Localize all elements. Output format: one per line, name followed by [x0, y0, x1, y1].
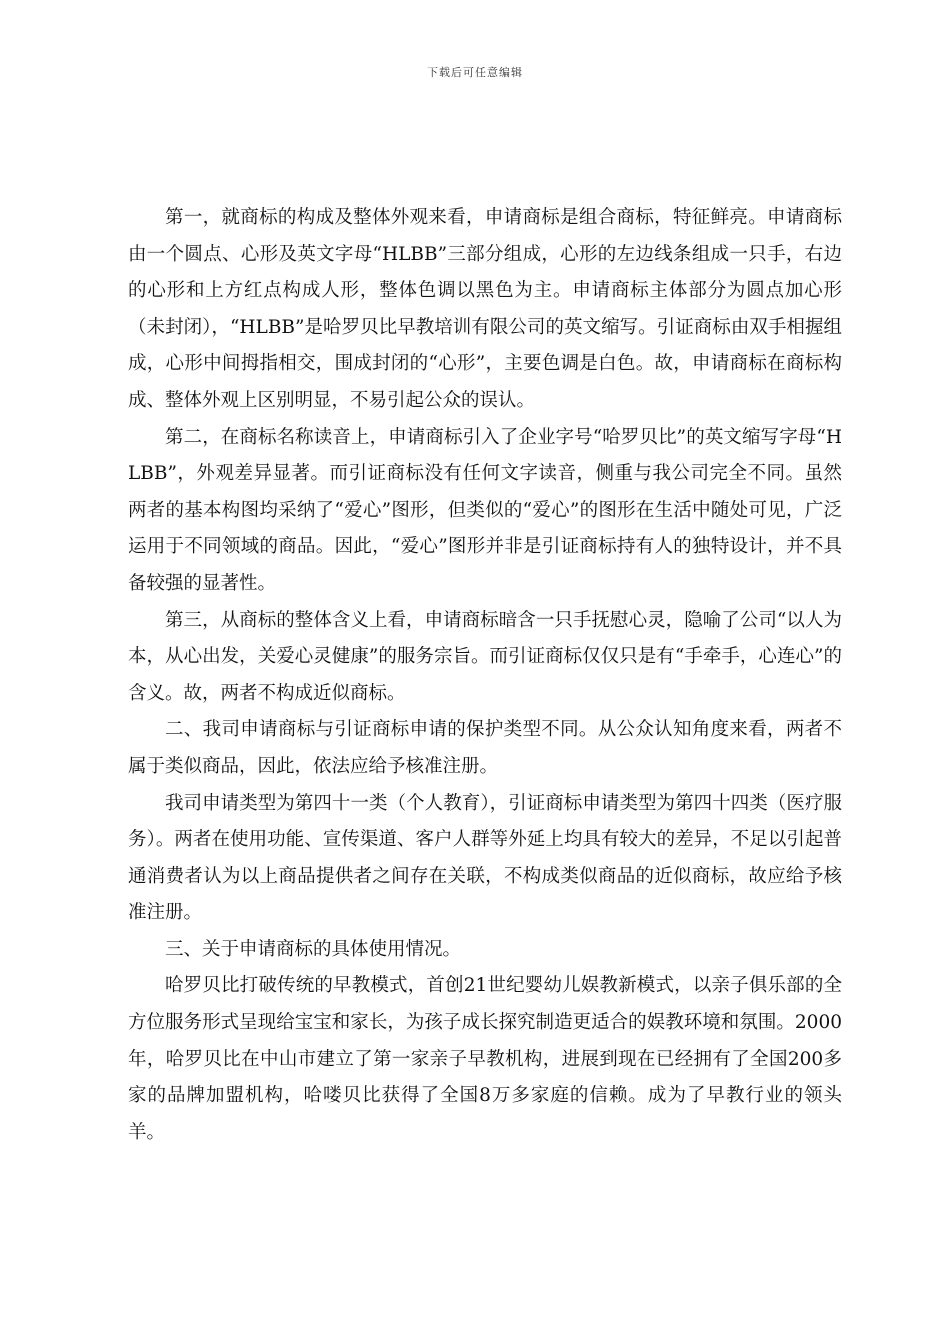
- paragraph-3: 第三，从商标的整体含义上看，申请商标暗含一只手抚慰心灵，隐喻了公司“以人为本，从心出发，关爱心灵健康”的服务宗旨。而引证商标仅仅只是有“手牵手，心连心”的含义。故，两者不构成近似商标。: [128, 609, 842, 704]
- document-body: [128, 200, 842, 1151]
- paragraph-2: 第二，在商标名称读音上，申请商标引入了企业字号“哈罗贝比”的英文缩写字母“HLBB”，外观差异显著。而引证商标没有任何文字读音，侧重与我公司完全不同。虽然两者的基本构图均采纳了“爱心”图形，但类似的“爱心”的图形在生活中随处可见，广泛运用于不同领域的商品。因此，“爱心”图形并非是引证商标持有人的独特设计，并不具备较强的显著性。: [128, 426, 842, 594]
- paragraph-5: 我司申请类型为第四十一类（个人教育），引证商标申请类型为第四十四类（医疗服务）。两者在使用功能、宣传渠道、客户人群等外延上均具有较大的差异，不足以引起普通消费者认为以上商品提供者之间存在关联，不构成类似商品的近似商标，故应给予核准注册。: [128, 792, 842, 924]
- paragraph-1: 第一，就商标的构成及整体外观来看，申请商标是组合商标，特征鲜亮。申请商标由一个圆点、心形及英文字母“HLBB”三部分组成，心形的左边线条组成一只手，右边的心形和上方红点构成人形，整体色调以黑色为主。申请商标主体部分为圆点加心形（未封闭），“HLBB”是哈罗贝比早教培训有限公司的英文缩写。引证商标由双手相握组成，心形中间拇指相交，围成封闭的“心形”，主要色调是白色。故，申请商标在商标构成、整体外观上区别明显，不易引起公众的误认。: [128, 207, 842, 411]
- paragraph-6: 三、关于申请商标的具体使用情况。: [165, 938, 462, 960]
- paragraph-4: 二、我司申请商标与引证商标申请的保护类型不同。从公众认知角度来看，两者不属于类似商品，因此，依法应给予核准注册。: [128, 719, 842, 777]
- paragraph-7: 哈罗贝比打破传统的早教模式，首创21世纪婴幼儿娱教新模式，以亲子俱乐部的全方位服务形式呈现给宝宝和家长，为孩子成长探究制造更适合的娱教环境和氛围。2000年，哈罗贝比在中山市建立了第一家亲子早教机构，进展到现在已经拥有了全国200多家的品牌加盟机构，哈喽贝比获得了全国8万多家庭的信赖。成为了早教行业的领头羊。: [128, 975, 842, 1143]
- header-note: 下载后可任意编辑: [427, 66, 523, 79]
